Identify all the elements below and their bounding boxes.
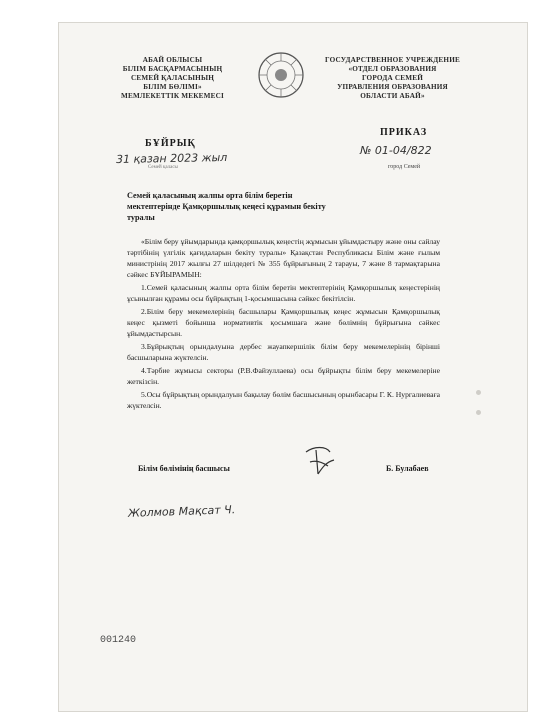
punch-hole <box>476 390 481 395</box>
header-right-ru <box>310 56 475 101</box>
header-left-line: БІЛІМ БӨЛІМІ» <box>143 83 202 91</box>
header-left-line: АБАЙ ОБЛЫСЫ <box>142 56 203 64</box>
signature-mark-icon <box>300 440 340 480</box>
signatory-role: Білім бөлімінің басшысы <box>138 464 230 473</box>
city-kz: Семей қаласы <box>148 165 178 170</box>
punch-hole <box>476 410 481 415</box>
header-right-line: «ОТДЕЛ ОБРАЗОВАНИЯ <box>348 65 437 73</box>
body-paragraph: 1.Семей қаласының жалпы орта білім беретін мектептерінің Қамқоршылық кеңестерінің ұсынылған құрамы осы бұйрықтың 1-қосымшасына сәйкес бекітілсін. <box>127 283 440 303</box>
header-left-kz <box>100 56 245 101</box>
handwritten-note: Жолмов Мақсат Ч. <box>127 503 236 520</box>
order-title-kz: БҰЙРЫҚ <box>145 138 196 149</box>
header-left-line: БІЛІМ БАСҚАРМАСЫНЫҢ <box>122 65 223 73</box>
state-emblem-icon <box>256 50 306 100</box>
header-left-line: МЕМЛЕКЕТТІК МЕКЕМЕСІ <box>120 92 225 100</box>
city-ru: город Семей <box>388 164 421 170</box>
header-right-line: ГОСУДАРСТВЕННОЕ УЧРЕЖДЕНИЕ <box>324 56 461 64</box>
body-paragraph: 5.Осы бұйрықтың орындалуын бақылау бөлім басшысының орынбасары Г. К. Нургалиеваға жүктелсін. <box>127 390 440 410</box>
header-right-line: ГОРОДА СЕМЕЙ <box>361 74 424 82</box>
header-right-line: ОБЛАСТИ АБАЙ» <box>360 92 425 100</box>
header-right-line: УПРАВЛЕНИЯ ОБРАЗОВАНИЯ <box>337 83 448 91</box>
order-body <box>127 236 440 411</box>
body-paragraph: 2.Білім беру мекемелерінің басшылары Қамқоршылық кеңес жұмысын Қамқоршылық кеңес қызметі бойынша нормативтік қосымшаға және бөлімнің бұйрығына сәйкес ұйымдастырсын. <box>127 307 440 338</box>
stamp-number: 001240 <box>100 635 137 646</box>
body-paragraph: «Білім беру ұйымдарында қамқоршылық кеңестің жұмысын ұйымдастыру және оны сайлау тәртібінің үлгілік қағидаларын бекіту туралы» Қазақстан Республикасы Білім және ғылым министрінің 2017 жылғы 27 шілдедегі № 355 бұйрығының 2 тарауы, 7 және 8 тармақтарына сәйкес БҰЙЫРАМЫН: <box>127 237 440 279</box>
body-paragraph: 3.Бұйрықтың орындалуына дербес жауапкершілік білім беру мекемелерінің бірінші басшыларына жүктелсін. <box>127 342 440 362</box>
body-paragraph: 4.Тәрбие жұмысы секторы (Р.В.Файзуллаева) осы бұйрықты білім беру мекемелеріне жеткізсін. <box>127 366 440 386</box>
order-title-ru: ПРИКАЗ <box>380 127 428 138</box>
signatory-name: Б. Булабаев <box>386 464 429 473</box>
header-left-line: СЕМЕЙ ҚАЛАСЫНЫҢ <box>130 74 215 82</box>
handwritten-date: 31 қазан 2023 жыл <box>115 151 228 166</box>
order-subject: Семей қаласының жалпы орта білім беретін мектептерінде Қамқоршылық кеңесі құрамын бекіту туралы <box>127 191 326 222</box>
handwritten-order-number: № 01-04/822 <box>360 144 432 157</box>
